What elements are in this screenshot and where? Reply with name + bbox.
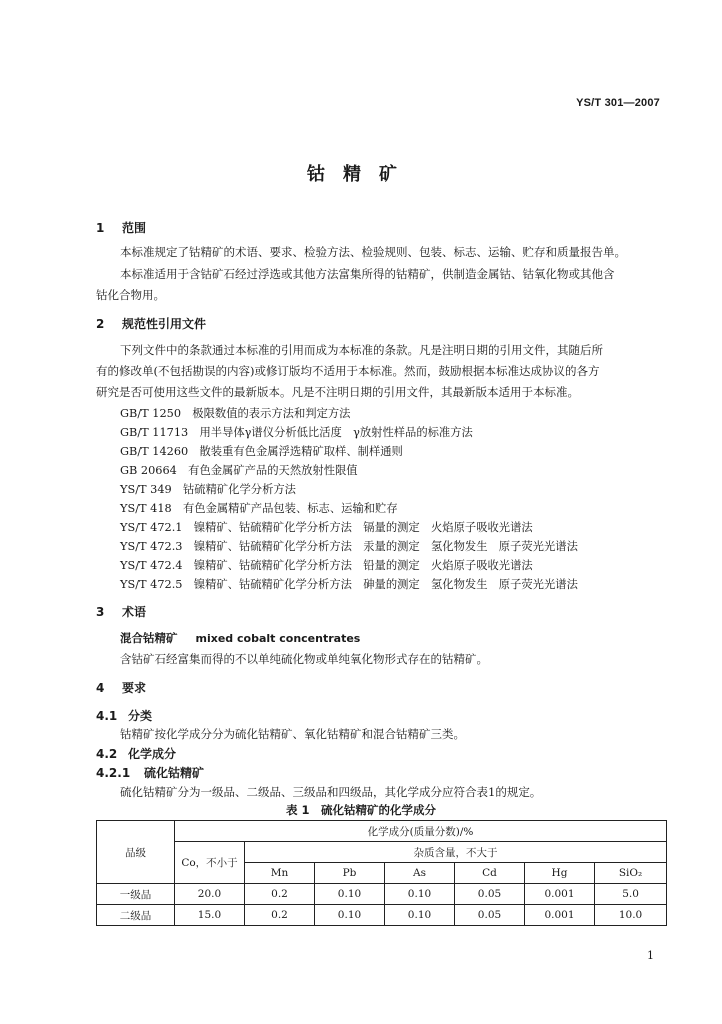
section-title: 范围 [122, 221, 147, 235]
scope-paragraph-2: 本标准适用于含钴矿石经过浮选或其他方法富集所得的钴精矿，供制造金属钴、钴氧化物或其他含 [120, 267, 615, 281]
reference-item: YS/T 418 有色金属精矿产品包装、标志、运输和贮存 [120, 502, 398, 515]
section-number: 4 [96, 681, 105, 695]
reference-item: GB/T 14260 散装重有色金属浮选精矿取样、制样通则 [120, 445, 403, 458]
section-3-heading [96, 603, 146, 620]
value-cell: 0.05 [455, 905, 525, 926]
reference-item: YS/T 472.4 镍精矿、钴硫精矿化学分析方法 铅量的测定 火焰原子吸收光谱法 [120, 559, 533, 572]
grade-cell: 二级品 [97, 905, 175, 926]
value-cell: 0.001 [525, 905, 595, 926]
grade-cell: 一级品 [97, 884, 175, 905]
reference-item: GB/T 11713 用半导体γ谱仪分析低比活度 γ放射性样品的标准方法 [120, 426, 473, 439]
section-number: 2 [96, 317, 105, 331]
subsection-number: 4.2 [96, 747, 118, 761]
subsection-number: 4.1 [96, 709, 118, 723]
section-4-heading [96, 679, 146, 696]
table-row [97, 905, 667, 926]
document-title: 钴精矿 [307, 164, 415, 185]
subsection-4-2-1-text: 硫化钴精矿分为一级品、二级品、三级品和四级品，其化学成分应符合表1的规定。 [120, 785, 542, 799]
table-row [97, 884, 667, 905]
subsection-number: 4.2.1 [96, 766, 131, 780]
refs-paragraph-line-2: 有的修改单(不包括勘误的内容)或修订版均不适用于本标准。然而，鼓励根据本标准达成协议的各方 [96, 364, 600, 378]
value-cell: 0.2 [245, 884, 315, 905]
subsection-title: 硫化钴精矿 [144, 766, 205, 780]
header-element: Hg [525, 863, 595, 884]
reference-item: YS/T 472.3 镍精矿、钴硫精矿化学分析方法 汞量的测定 氢化物发生 原子荧光光谱法 [120, 540, 578, 553]
reference-item: YS/T 472.1 镍精矿、钴硫精矿化学分析方法 镉量的测定 火焰原子吸收光谱法 [120, 521, 533, 534]
standard-number: YS/T 301—2007 [576, 97, 660, 109]
header-element: Pb [315, 863, 385, 884]
scope-paragraph-2-cont: 钴化合物用。 [96, 288, 165, 302]
value-cell: 0.001 [525, 884, 595, 905]
section-number: 3 [96, 605, 105, 619]
value-cell: 0.10 [315, 884, 385, 905]
section-2-heading [96, 315, 206, 332]
reference-item: YS/T 349 钴硫精矿化学分析方法 [120, 483, 296, 496]
subsection-4-1-text: 钴精矿按化学成分分为硫化钴精矿、氧化钴精矿和混合钴精矿三类。 [120, 727, 465, 741]
subsection-4-2-heading [96, 745, 176, 762]
refs-paragraph-line-1: 下列文件中的条款通过本标准的引用而成为本标准的条款。凡是注明日期的引用文件，其随后所 [120, 343, 603, 357]
subsection-4-2-1-heading [96, 764, 204, 781]
header-element: SiO₂ [595, 863, 667, 884]
header-composition: 化学成分(质量分数)/% [175, 821, 667, 842]
cobalt-cell: 15.0 [175, 905, 245, 926]
cobalt-cell: 20.0 [175, 884, 245, 905]
page-number: 1 [647, 949, 654, 962]
subsection-title: 化学成分 [128, 747, 177, 761]
header-grade: 品级 [97, 821, 175, 884]
reference-item: GB/T 1250 极限数值的表示方法和判定方法 [120, 407, 351, 420]
value-cell: 0.10 [385, 905, 455, 926]
section-1-heading [96, 219, 146, 236]
subsection-4-1-heading [96, 707, 152, 724]
value-cell: 0.05 [455, 884, 525, 905]
scope-paragraph-1: 本标准规定了钴精矿的术语、要求、检验方法、检验规则、包装、标志、运输、贮存和质量报告单。 [120, 245, 626, 259]
term-entry [120, 630, 360, 646]
subsection-title: 分类 [128, 709, 153, 723]
section-title: 要求 [122, 681, 147, 695]
term-chinese: 混合钴精矿 [120, 631, 178, 645]
reference-item: YS/T 472.5 镍精矿、钴硫精矿化学分析方法 砷量的测定 氢化物发生 原子荧光光谱法 [120, 578, 578, 591]
header-element: As [385, 863, 455, 884]
term-english: mixed cobalt concentrates [195, 632, 361, 645]
value-cell: 5.0 [595, 884, 667, 905]
reference-item: GB 20664 有色金属矿产品的天然放射性限值 [120, 464, 358, 477]
header-element: Mn [245, 863, 315, 884]
value-cell: 0.10 [385, 884, 455, 905]
section-title: 规范性引用文件 [122, 317, 207, 331]
refs-paragraph-line-3: 研究是否可使用这些文件的最新版本。凡是不注明日期的引用文件，其最新版本适用于本标准。 [96, 385, 579, 399]
value-cell: 10.0 [595, 905, 667, 926]
header-cobalt-min: Co，不小于 [175, 842, 245, 884]
table-caption: 表 1 硫化钴精矿的化学成分 [285, 803, 436, 817]
header-element: Cd [455, 863, 525, 884]
value-cell: 0.2 [245, 905, 315, 926]
value-cell: 0.10 [315, 905, 385, 926]
composition-table [96, 820, 667, 926]
header-impurity: 杂质含量，不大于 [245, 842, 667, 863]
term-definition: 含钴矿石经富集而得的不以单纯硫化物或单纯氧化物形式存在的钴精矿。 [120, 652, 488, 666]
section-number: 1 [96, 221, 105, 235]
section-title: 术语 [122, 605, 147, 619]
